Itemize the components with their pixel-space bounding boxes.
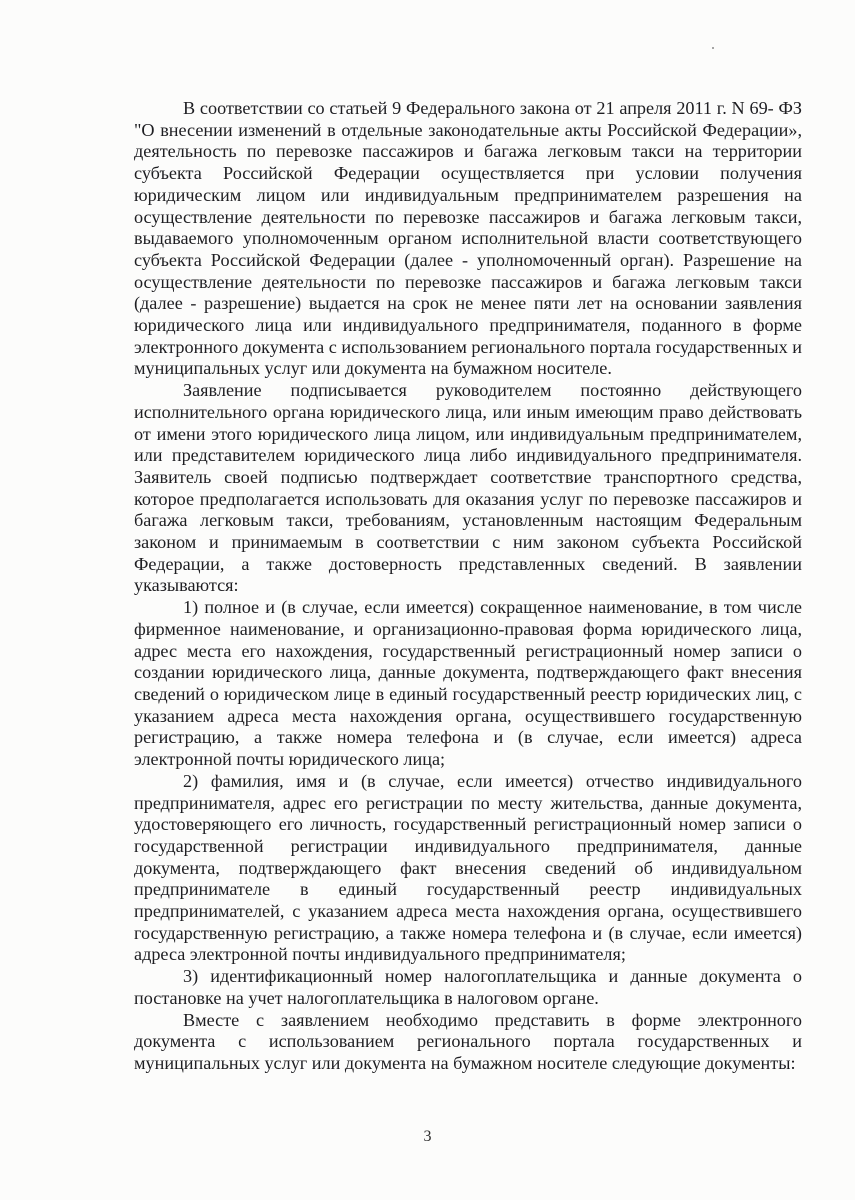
list-item-taxpayer-id: 3) идентификационный номер налогоплательщика и данные документа о постановке на учет налогоплательщика в налоговом органе.	[134, 966, 802, 1008]
document-body	[134, 98, 802, 1075]
paragraph-required-documents: Вместе с заявлением необходимо представить в форме электронного документа с использованием регионального портала государственных и муниципальных услуг или документа на бумажном носителе следующие документы:	[134, 1009, 802, 1073]
scan-speck	[712, 47, 714, 49]
list-item-individual-entrepreneur: 2) фамилия, имя и (в случае, если имеется) отчество индивидуального предпринимателя, адрес его регистрации по месту жительства, данные документа, удостоверяющего его личность, государственный регистрационный номер записи о государственной регистрации индивидуального предпринимателя, данные документа, подтверждающего факт внесения сведений об индивидуальном предпринимателе в единый государственный реестр индивидуальных предпринимателей, с указанием адреса места нахождения органа, осуществившего государственную регистрацию, а также номера телефона и (в случае, если имеется) адреса электронной почты индивидуального предпринимателя;	[134, 770, 802, 965]
list-item-legal-entity: 1) полное и (в случае, если имеется) сокращенное наименование, в том числе фирменное наименование, и организационно-правовая форма юридического лица, адрес места его нахождения, государственный регистрационный номер записи о создании юридического лица, данные документа, подтверждающего факт внесения сведений о юридическом лице в единый государственный реестр юридических лиц, с указанием адреса места нахождения органа, осуществившего государственную регистрацию, а также номера телефона и (в случае, если имеется) адреса электронной почты юридического лица;	[134, 597, 802, 770]
paragraph-application-signing: Заявление подписывается руководителем постоянно действующего исполнительного органа юридического лица, или иным имеющим право действовать от имени этого юридического лица лицом, или индивидуальным предпринимателем, или представителем юридического лица либо индивидуального предпринимателя. Заявитель своей подписью подтверждает соответствие транспортного средства, которое предполагается использовать для оказания услуг по перевозке пассажиров и багажа легковым такси, требованиям, установленным настоящим Федеральным законом и принимаемым в соответствии с ним законом субъекта Российской Федерации, а также достоверность представленных сведений. В заявлении указываются:	[134, 380, 802, 596]
page-number: 3	[423, 1128, 432, 1145]
paragraph-taxi-permit-intro: В соответствии со статьей 9 Федерального закона от 21 апреля 2011 г. N 69- ФЗ "О внесении изменений в отдельные законодательные акты Российской Федерации», деятельность по перевозке пассажиров и багажа легковым такси на территории субъекта Российской Федерации осуществляется при условии получения юридическим лицом или индивидуальным предпринимателем разрешения на осуществление деятельности по перевозке пассажиров и багажа легковым такси, выдаваемого уполномоченным органом исполнительной власти соответствующего субъекта Российской Федерации (далее - уполномоченный орган). Разрешение на осуществление деятельности по перевозке пассажиров и багажа легковым такси (далее - разрешение) выдается на срок не менее пяти лет на основании заявления юридического лица или индивидуального предпринимателя, поданного в форме электронного документа с использованием регионального портала государственных и муниципальных услуг или документа на бумажном носителе.	[134, 98, 802, 379]
